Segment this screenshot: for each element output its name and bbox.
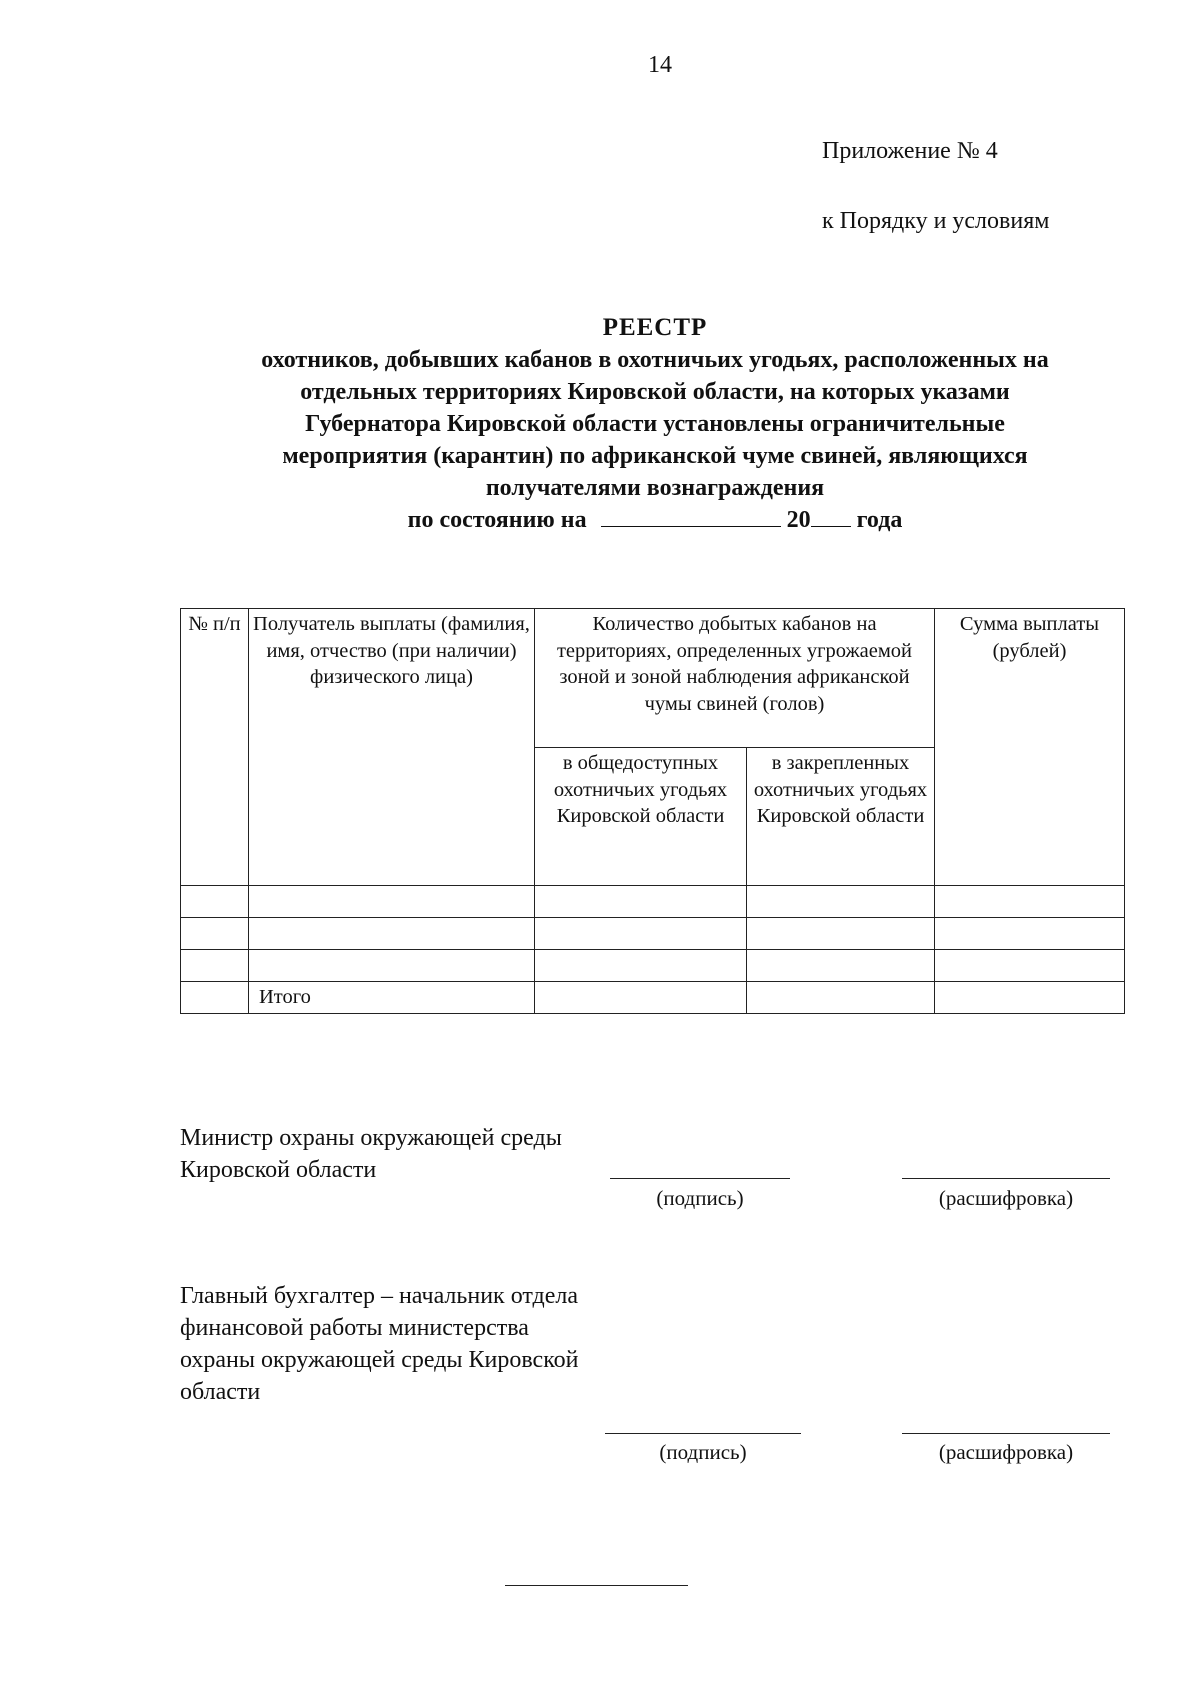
date-blank	[601, 504, 781, 527]
table-cell	[181, 950, 249, 982]
table-header-row	[181, 609, 1125, 748]
table-cell	[181, 886, 249, 918]
header-assigned-grounds: в закрепленных охотничьих угодьях Кировской области	[747, 748, 935, 886]
title-line: получателями вознаграждения	[485, 475, 825, 501]
footer-separator	[505, 1585, 688, 1586]
table-cell	[181, 982, 249, 1014]
header-recipient: Получатель выплаты (фамилия, имя, отчество (при наличии) физического лица)	[249, 609, 535, 886]
table-total-row	[181, 982, 1125, 1014]
date-prefix: по состоянию на	[407, 507, 587, 533]
table-cell	[747, 918, 935, 950]
table-row	[181, 886, 1125, 918]
title-line: Губернатора Кировской области установлены ограничительные	[305, 411, 1005, 437]
header-number: № п/п	[181, 609, 249, 886]
appendix-reference: к Порядку и условиям	[822, 208, 1050, 234]
title-line: охотников, добывших кабанов в охотничьих угодьях, расположенных на	[261, 347, 1049, 373]
header-count: Количество добытых кабанов на территориях, определенных угрожаемой зоной и зоной наблюдения африканской чумы свиней (голов)	[535, 609, 935, 748]
title-main: РЕЕСТР	[602, 314, 708, 341]
appendix-number: Приложение № 4	[822, 138, 998, 164]
header-sum: Сумма выплаты (рублей)	[935, 609, 1125, 886]
table-row	[181, 918, 1125, 950]
date-suffix: года	[856, 507, 903, 533]
signature-line	[610, 1178, 790, 1179]
table-cell	[535, 950, 747, 982]
table-cell	[249, 918, 535, 950]
signatory-position: Главный бухгалтер – начальник отдела финансовой работы министерства охраны окружающей среды Кировской области	[180, 1283, 579, 1405]
header-public-grounds: в общедоступных охотничьих угодьях Кировской области	[535, 748, 747, 886]
decoding-line	[902, 1178, 1110, 1179]
total-label: Итого	[249, 982, 535, 1014]
table-cell	[535, 918, 747, 950]
table-cell	[535, 982, 747, 1014]
registry-table	[180, 608, 1125, 1014]
signature-caption: (подпись)	[656, 1186, 744, 1210]
title-line: мероприятия (карантин) по африканской чуме свиней, являющихся	[282, 443, 1028, 469]
table-cell	[747, 982, 935, 1014]
year-blank	[811, 504, 851, 527]
title-line: отдельных территориях Кировской области, на которых указами	[300, 379, 1010, 405]
document-title	[160, 312, 1150, 536]
signature-line	[605, 1433, 801, 1434]
table-cell	[249, 886, 535, 918]
table-cell	[935, 982, 1125, 1014]
table-cell	[747, 950, 935, 982]
table-cell	[935, 886, 1125, 918]
table-cell	[935, 950, 1125, 982]
signatory-position: Министр охраны окружающей среды Кировской области	[180, 1125, 562, 1183]
date-year: 20	[786, 507, 811, 533]
signature-caption: (подпись)	[659, 1440, 747, 1464]
title-date-line	[160, 504, 1150, 536]
table-row	[181, 950, 1125, 982]
table-cell	[747, 886, 935, 918]
decoding-caption: (расшифровка)	[938, 1186, 1074, 1210]
page-number: 14	[648, 52, 672, 78]
table-cell	[535, 886, 747, 918]
table-cell	[249, 950, 535, 982]
decoding-caption: (расшифровка)	[938, 1440, 1074, 1464]
decoding-line	[902, 1433, 1110, 1434]
table-cell	[181, 918, 249, 950]
table-cell	[935, 918, 1125, 950]
